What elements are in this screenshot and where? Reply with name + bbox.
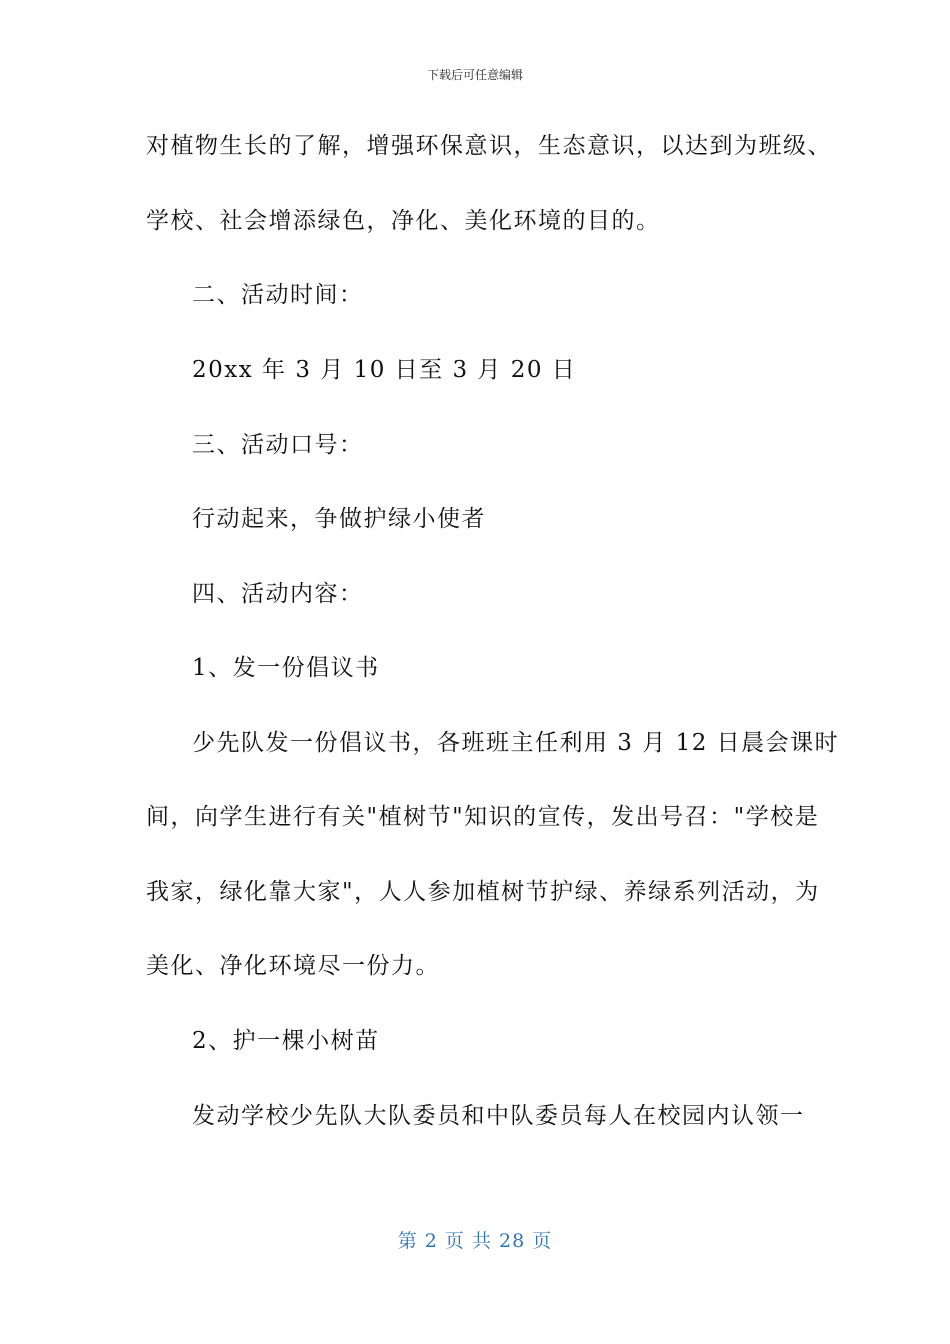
section-heading-slogan: 三、活动口号： [192,432,364,458]
text-line: 间，向学生进行有关"植树节"知识的宣传，发出号召："学校是 [146,804,820,830]
section-heading-time: 二、活动时间： [192,282,364,308]
text-line: 学校、社会增添绿色，净化、美化环境的目的。 [146,208,661,234]
text-line: 20xx 年 3 月 10 日至 3 月 20 日 [192,357,577,383]
subheading-sapling: 2、护一棵小树苗 [192,1028,380,1054]
text-line: 少先队发一份倡议书，各班班主任利用 3 月 12 日晨会课时 [192,730,840,756]
text-line: 对植物生长的了解，增强环保意识，生态意识，以达到为班级、 [146,133,832,159]
text-line: 我家，绿化靠大家"，人人参加植树节护绿、养绿系列活动，为 [146,879,820,905]
section-heading-content: 四、活动内容： [192,581,364,607]
text-line: 美化、净化环境尽一份力。 [146,953,440,979]
subheading-proposal: 1、发一份倡议书 [192,655,380,681]
page-indicator: 第 2 页 共 28 页 [397,1230,553,1252]
text-line: 发动学校少先队大队委员和中队委员每人在校园内认领一 [192,1103,805,1129]
header-note: 下载后可任意编辑 [426,68,523,82]
text-line: 行动起来，争做护绿小使者 [192,506,486,532]
